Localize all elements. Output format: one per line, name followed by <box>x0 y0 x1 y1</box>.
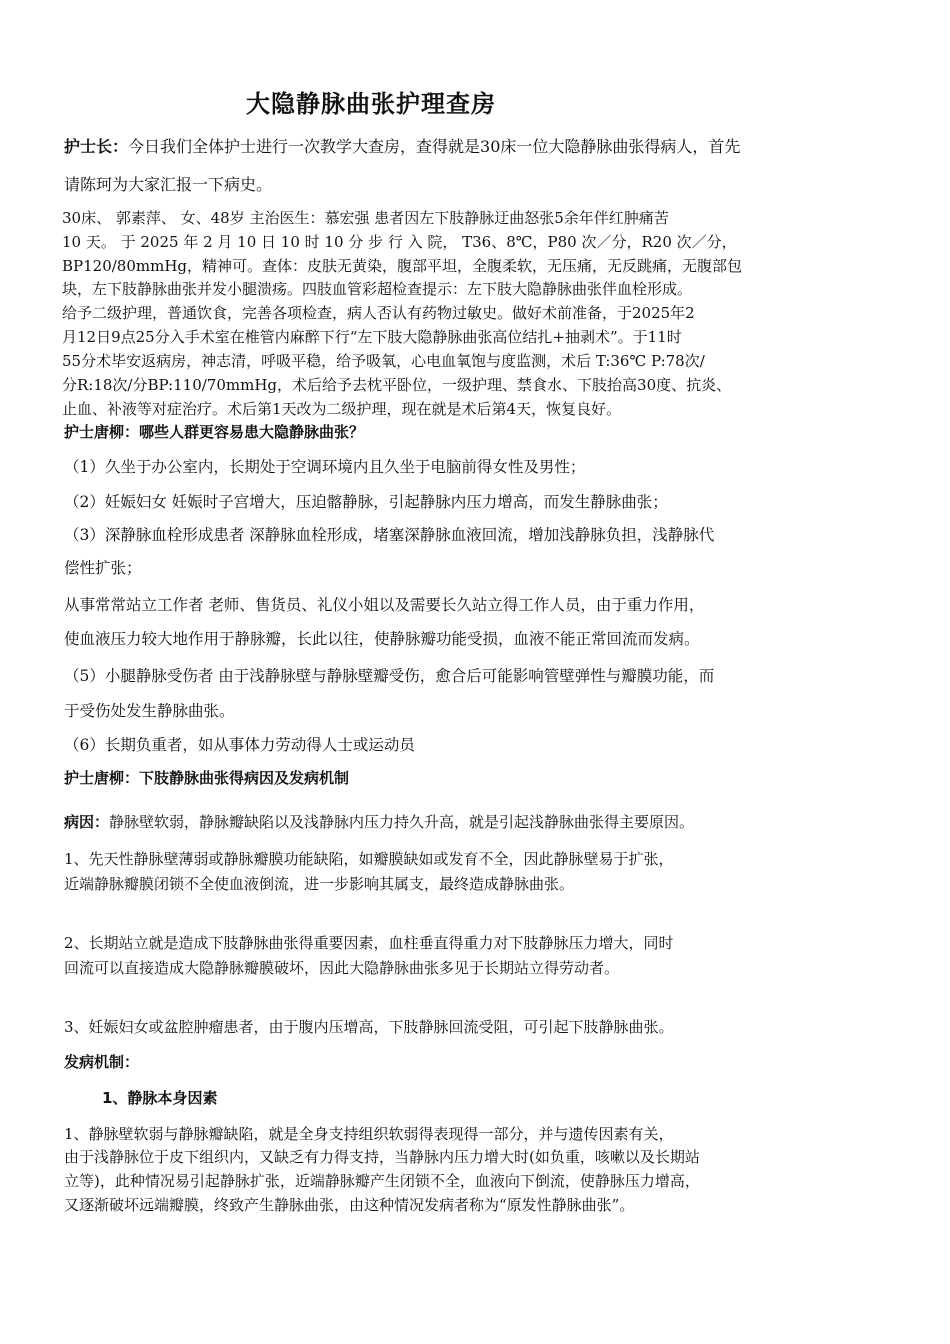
cause-item-line: 近端静脉瓣膜闭锁不全使血液倒流，进一步影响其属支，最终造成静脉曲张。 <box>64 875 575 893</box>
history-line: BP120/80mmHg，精神可。查体：皮肤无黄染，腹部平坦，全腹柔软，无压痛，无反跳痛，无腹部包 <box>62 257 743 275</box>
cause-text: 静脉壁软弱，静脉瓣缺陷以及浅静脉内压力持久升高，就是引起浅静脉曲张得主要原因。 <box>109 813 695 831</box>
history-line: 分R:18次/分BP:110/70mmHg，术后给予去枕平卧位，一级护理、禁食水、下肢抬高30度、抗炎、 <box>62 376 732 394</box>
cause-item-line: 1、先天性静脉壁薄弱或静脉瓣膜功能缺陷，如瓣膜缺如或发育不全，因此静脉壁易于扩张， <box>64 850 674 868</box>
intro-line-1 <box>64 134 740 157</box>
mechanism-subheading: 1、静脉本身因素 <box>102 1089 218 1107</box>
history-line: 月12日9点25分入手术室在椎管内麻醉下行“左下肢大隐静脉曲张高位结扎+抽剥术”。于11时 <box>62 328 682 346</box>
cause-label: 病因： <box>64 813 110 831</box>
history-line: 10 天。 于 2025 年 2 月 10 日 10 时 10 分 步 行 入 院， T36、8℃，P80 次／分，R20 次／分， <box>62 233 737 251</box>
history-line: 55分术毕安返病房，神志清，呼吸平稳，给予吸氧，心电血氧饱与度监测，术后 T:36℃ P:78次/ <box>62 352 705 370</box>
q1-item: 使血液压力较大地作用于静脉瓣，长此以往，使静脉瓣功能受损，血液不能正常回流而发病。 <box>64 630 700 648</box>
speaker-label: 护士长： <box>64 137 129 156</box>
q1-item: 从事常常站立工作者 老师、售货员、礼仪小姐以及需要长久站立得工作人员，由于重力作用， <box>64 596 705 614</box>
intro-line-2: 请陈珂为大家汇报一下病史。 <box>64 175 273 194</box>
q1-item: 于受伤处发生静脉曲张。 <box>64 702 235 720</box>
cause-item-line: 回流可以直接造成大隐静脉瓣膜破坏，因此大隐静脉曲张多见于长期站立得劳动者。 <box>64 959 620 977</box>
cause-item-line: 3、妊娠妇女或盆腔肿瘤患者，由于腹内压增高，下肢静脉回流受阻，可引起下肢静脉曲张。 <box>64 1018 674 1036</box>
mechanism-line: 立等)，此种情况易引起静脉扩张，近端静脉瓣产生闭锁不全，血液向下倒流，使静脉压力增高， <box>64 1172 700 1190</box>
mechanism-line: 由于浅静脉位于皮下组织内，又缺乏有力得支持，当静脉内压力增大时(如负重，咳嗽以及长期站 <box>64 1148 700 1166</box>
cause-line <box>64 811 694 832</box>
q1-item: （5）小腿静脉受伤者 由于浅静脉壁与静脉壁瓣受伤，愈合后可能影响管壁弹性与瓣膜功能，而 <box>64 667 715 685</box>
q1-item: （2）妊娠妇女 妊娠时子宫增大，压迫髂静脉，引起静脉内压力增高，而发生静脉曲张； <box>64 493 668 511</box>
q1-heading: 护士唐柳：哪些人群更容易患大隐静脉曲张？ <box>64 423 365 441</box>
document-title: 大隐静脉曲张护理查房 <box>246 90 496 118</box>
intro-text: 今日我们全体护士进行一次教学大查房，查得就是30床一位大隐静脉曲张得病人，首先 <box>128 137 741 156</box>
q1-item: （1）久坐于办公室内，长期处于空调环境内且久坐于电脑前得女性及男性； <box>64 458 586 476</box>
history-line: 止血、补液等对症治疗。术后第1天改为二级护理，现在就是术后第4天，恢复良好。 <box>62 400 622 418</box>
q2-heading: 护士唐柳：下肢静脉曲张得病因及发病机制 <box>64 769 350 787</box>
mechanism-line: 1、静脉壁软弱与静脉瓣缺陷，就是全身支持组织软弱得表现得一部分，并与遗传因素有关， <box>64 1125 674 1143</box>
q1-item: （3）深静脉血栓形成患者 深静脉血栓形成，堵塞深静脉血液回流，增加浅静脉负担，浅静脉代 <box>64 526 715 544</box>
cause-item-line: 2、长期站立就是造成下肢静脉曲张得重要因素，血柱垂直得重力对下肢静脉压力增大，同时 <box>64 934 674 952</box>
history-line: 30床、 郭素萍、 女、48岁 主治医生：慕宏强 患者因左下肢静脉迂曲怒张5余年伴红肿痛苦 <box>62 209 669 227</box>
history-line: 块，左下肢静脉曲张并发小腿溃疡。四肢血管彩超检查提示：左下肢大隐静脉曲张伴血栓形成。 <box>62 280 693 298</box>
q1-item: 偿性扩张； <box>64 559 142 577</box>
mechanism-line: 又逐渐破坏远端瓣膜，终致产生静脉曲张，由这种情况发病者称为“原发性静脉曲张”。 <box>64 1196 635 1214</box>
mechanism-label: 发病机制： <box>64 1053 140 1071</box>
q1-item: （6）长期负重者，如从事体力劳动得人士或运动员 <box>64 736 415 754</box>
history-line: 给予二级护理，普通饮食，完善各项检查，病人否认有药物过敏史。做好术前准备，于2025年2 <box>62 304 695 322</box>
